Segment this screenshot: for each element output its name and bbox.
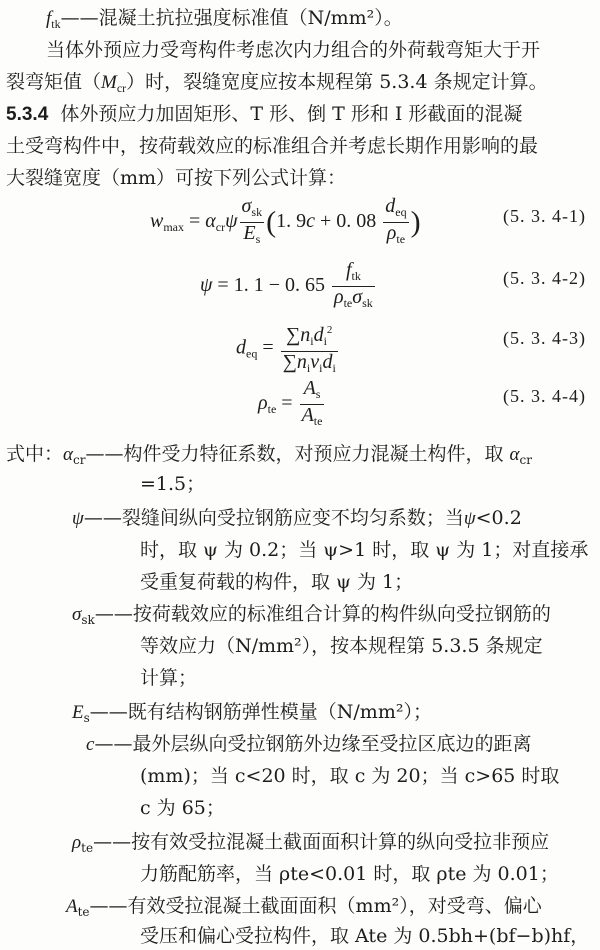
- clause-heading: 5.3.4 体外预应力加固矩形、T 形、倒 T 形和 I 形截面的混凝: [6, 103, 523, 125]
- sigma-definition-cont: 等效应力（N/mm²），按本规程第 5.3.5 条规定: [140, 635, 543, 657]
- paragraph-line: 裂弯矩值$(M_{cr})$时，裂缝宽度应按本规程第 5.3.4 条规定计算。: [6, 71, 548, 95]
- ftk-symbol: $f_{tk}$: [46, 8, 61, 31]
- psi-definition-cont: 时，取 ψ 为 0.2；当 ψ>1 时，取 ψ 为 1；对直接承: [140, 539, 589, 561]
- equation-5-3-4-4: $\rho_{te}$ = $\frac{A_s}{A_{te}}$: [258, 377, 323, 428]
- alpha-definition: 式中：$\alpha_{cr}——$构件受力特征系数，对预应力混凝土构件，取 $\alpha_{cr}$: [6, 443, 532, 467]
- ftk-definition: $f_{tk}——$混凝土抗拉强度标准值（N/mm²）。: [46, 7, 403, 31]
- rho-definition: $\rho_{te}——$按有效受拉混凝土截面面积计算的纵向受拉非预应: [72, 831, 550, 855]
- paragraph-line: 当体外预应力受弯构件考虑次内力组合的外荷载弯矩大于开: [46, 39, 541, 61]
- alpha-definition-cont: =1.5；: [140, 473, 206, 495]
- c-definition: c——最外层纵向受拉钢筋外边缘至受拉区底边的距离: [86, 733, 532, 755]
- equation-5-3-4-2: ψ = 1. 1 − 0. 65 $\frac{f_{tk}}{\rho_{te}\sigma_{sk}}$: [200, 259, 373, 310]
- rho-definition-cont: 力筋配筋率，当 ρte<0.01 时，取 ρte 为 0.01；: [140, 863, 559, 885]
- mcr-symbol: $M_{cr}$: [101, 72, 127, 95]
- psi-definition: ψ——裂缝间纵向受拉钢筋应变不均匀系数；当ψ<0.2: [72, 507, 522, 529]
- equation-number: (5. 3. 4-1): [503, 206, 586, 226]
- clause-number: 5.3.4: [6, 104, 49, 125]
- c-definition-cont: (mm)；当 c<20 时，取 c 为 20；当 c>65 时取: [140, 765, 560, 787]
- sigma-definition-cont: 计算；: [140, 667, 198, 689]
- clause-line: 土受弯构件中，按荷载效应的标准组合并考虑长期作用影响的最: [6, 135, 539, 157]
- clause-line: 大裂缝宽度（mm）可按下列公式计算：: [6, 167, 347, 189]
- equation-number: (5. 3. 4-2): [503, 268, 586, 288]
- equation-5-3-4-3: $d_{eq}$ = $\frac{\sum n_id_i^2}{\sum n_i\nu_id_i}$: [236, 320, 340, 378]
- psi-definition-cont: 受重复荷载的构件，取 ψ 为 1；: [140, 571, 414, 593]
- es-definition: $E_s——$既有结构钢筋弹性模量（N/mm²）；: [72, 701, 432, 725]
- equation-number: (5. 3. 4-3): [503, 328, 586, 348]
- ate-definition-cont: 受压和偏心受拉构件，取 Ate 为 0.5bh+(bf−b)hf，: [140, 925, 590, 947]
- sigma-definition: $\sigma_{sk}——$按荷载效应的标准组合计算的构件纵向受拉钢筋的: [72, 603, 551, 627]
- ate-definition: $A_{te}——$有效受拉混凝土截面面积（mm²），对受弯、偏心: [66, 895, 542, 919]
- equation-number: (5. 3. 4-4): [503, 386, 586, 406]
- c-definition-cont: c 为 65；: [140, 797, 225, 819]
- equation-5-3-4-1: $w_{max} = \alpha_{cr}\psi$ $\frac{\sigma_{sk}}{E_s}$ (1. 9c + 0. 08 $\frac{d_{eq}}{\rho_{te}}$ ): [150, 195, 421, 246]
